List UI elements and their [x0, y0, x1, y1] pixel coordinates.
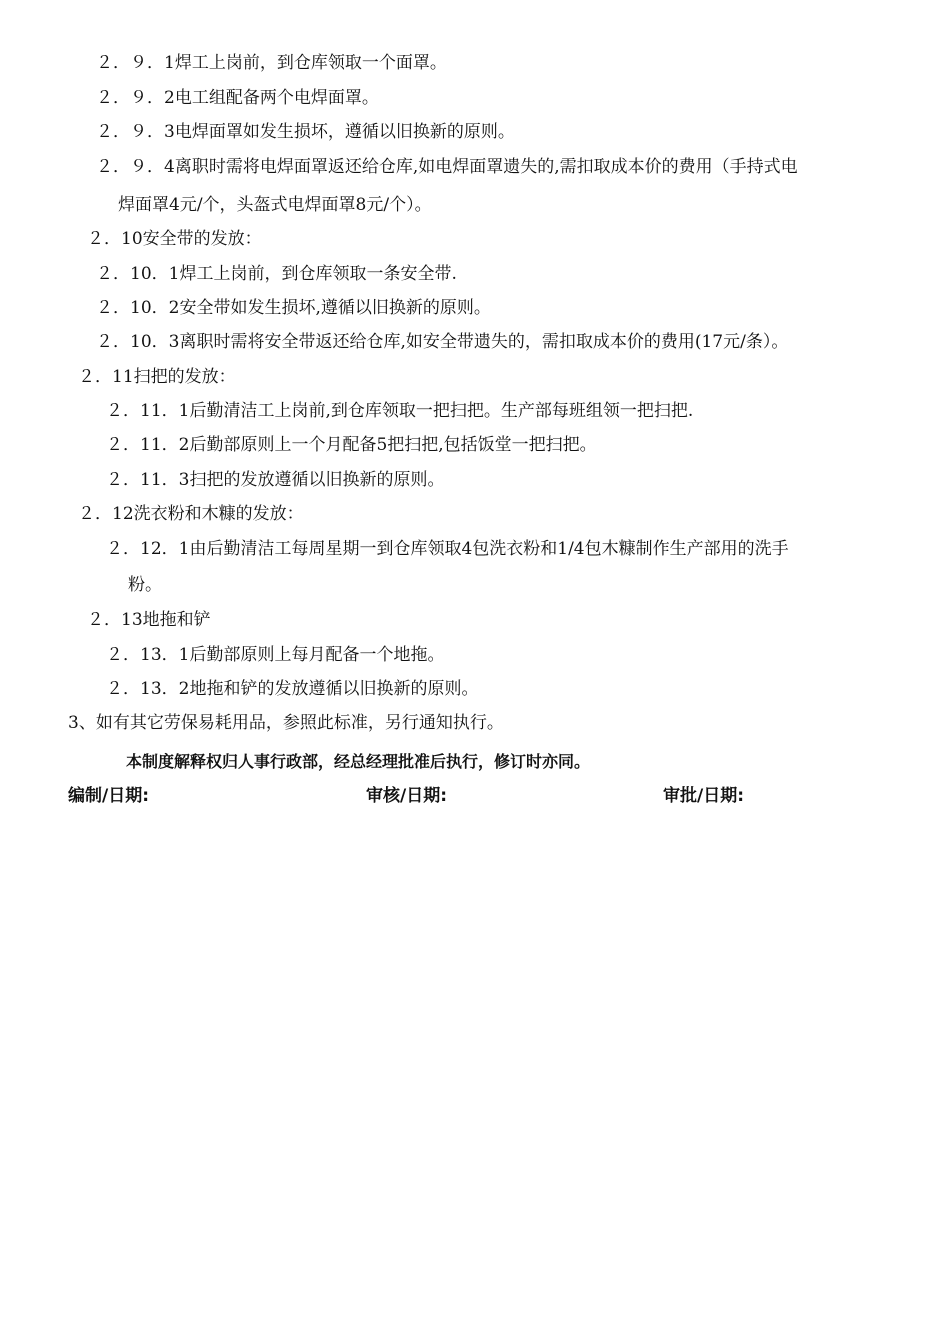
clause-2-13-2: ２．13．2地拖和铲的发放遵循以旧换新的原则。	[106, 679, 479, 699]
clause-2-12-1-continued: 粉。	[128, 575, 162, 595]
clause-2-13-1: ２．13．1后勤部原则上每月配备一个地拖。	[106, 645, 445, 665]
clause-2-11-2: ２．11．2后勤部原则上一个月配备5把扫把,包括饭堂一把扫把。	[106, 435, 597, 455]
section-2-10-heading: ２．10安全带的发放：	[87, 229, 262, 249]
clause-2-11-1: ２．11．1后勤清洁工上岗前,到仓库领取一把扫把。生产部每班组领一把扫把.	[106, 401, 694, 421]
clause-2-9-1: ２．９．1焊工上岗前，到仓库领取一个面罩。	[96, 53, 447, 73]
prepared-by-date-label: 编制/日期:	[68, 786, 150, 806]
clause-2-10-2: ２．10．2安全带如发生损坏,遵循以旧换新的原则。	[96, 298, 491, 318]
clause-2-10-3: ２．10．3离职时需将安全带返还给仓库,如安全带遗失的，需扣取成本价的费用(17元/条）。	[96, 332, 789, 352]
section-2-13-heading: ２．13地拖和铲	[87, 610, 211, 630]
clause-2-9-4: ２．９．4离职时需将电焊面罩返还给仓库,如电焊面罩遗失的,需扣取成本价的费用（手持式电	[96, 157, 798, 177]
clause-2-9-3: ２．９．3电焊面罩如发生损坏，遵循以旧换新的原则。	[96, 122, 515, 142]
clause-2-10-1: ２．10．1焊工上岗前，到仓库领取一条安全带.	[96, 264, 457, 284]
clause-2-9-2: ２．９．2电工组配备两个电焊面罩。	[96, 88, 379, 108]
footer-statement: 本制度解释权归人事行政部，经总经理批准后执行，修订时亦同。	[126, 752, 591, 771]
clause-2-9-4-continued: 焊面罩4元/个，头盔式电焊面罩8元/个）。	[118, 195, 432, 215]
reviewed-by-date-label: 审核/日期:	[366, 786, 448, 806]
section-2-11-heading: ２．11扫把的发放：	[78, 367, 236, 387]
approved-by-date-label: 审批/日期:	[663, 786, 745, 806]
clause-2-11-3: ２．11．3扫把的发放遵循以旧换新的原则。	[106, 470, 445, 490]
section-2-12-heading: ２．12洗衣粉和木糠的发放：	[78, 504, 304, 524]
section-3: 3、如有其它劳保易耗用品，参照此标准，另行通知执行。	[68, 713, 504, 733]
clause-2-12-1: ２．12．1由后勤清洁工每周星期一到仓库领取4包洗衣粉和1/4包木糠制作生产部用的洗手	[106, 539, 789, 559]
